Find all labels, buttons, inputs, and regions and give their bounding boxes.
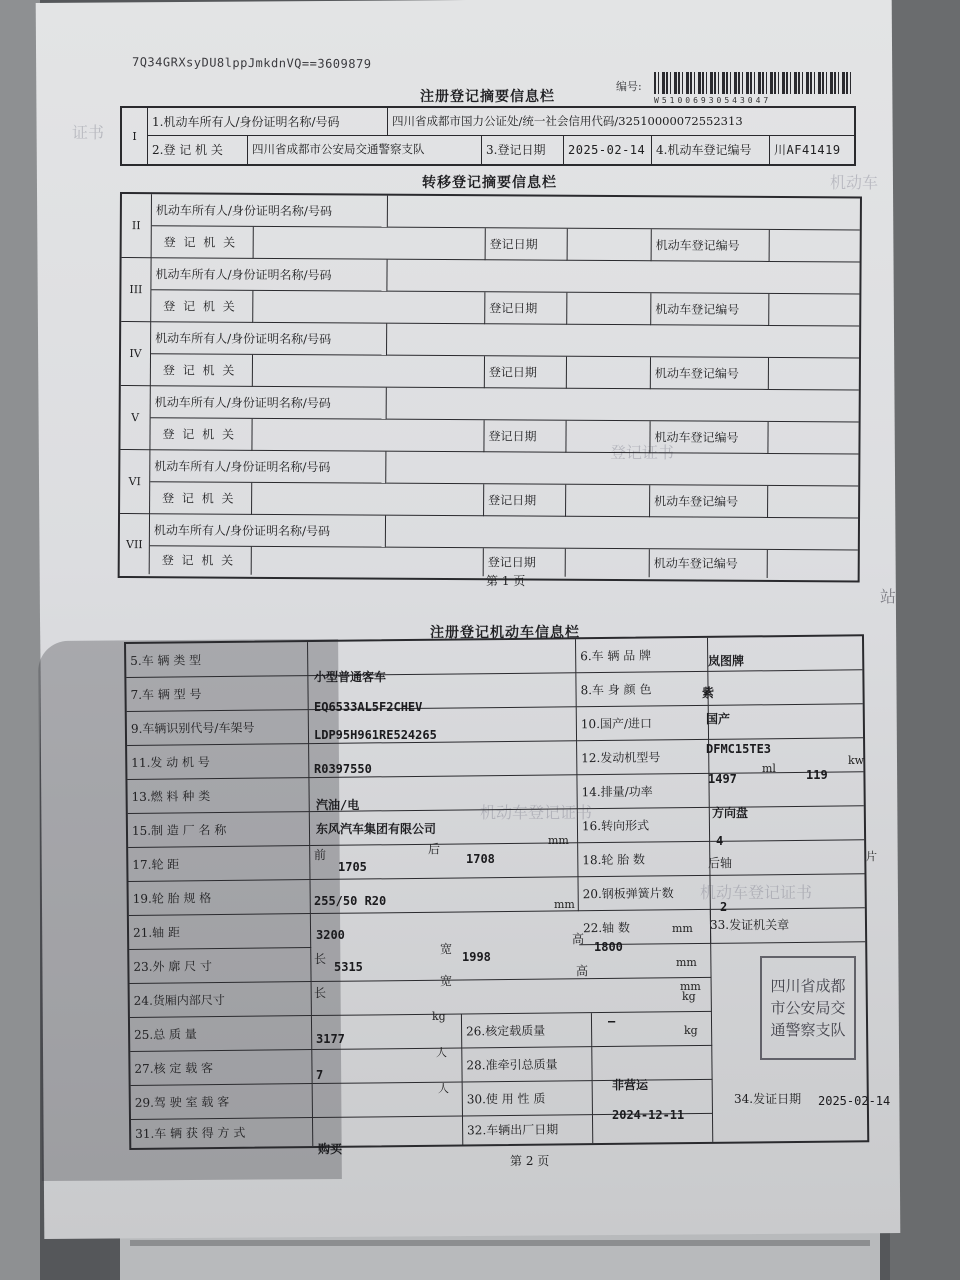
watermark: 机动车 <box>830 173 879 192</box>
f18-value: 4 <box>716 834 724 848</box>
vehicle-info-table <box>124 634 869 1150</box>
transfer-regno-value <box>768 486 858 519</box>
transfer-row-roman: V <box>120 386 150 450</box>
f17-unit: mm <box>548 834 569 847</box>
f24-unit: mm <box>680 980 701 993</box>
f32-label: 32.车辆出厂日期 <box>463 1115 593 1144</box>
f20-value-cell <box>710 874 864 910</box>
f15-value: 东风汽车集团有限公司 <box>316 822 437 836</box>
transfer-authority-value <box>254 227 486 260</box>
date-value: 2025-02-14 <box>564 136 652 164</box>
f23-high-label: 高 <box>572 932 585 946</box>
transfer-regno-value <box>768 550 858 579</box>
f27-label: 27.核 定 载 客 <box>130 1050 312 1086</box>
f26-label: 26.核定载质量 <box>462 1013 592 1048</box>
transfer-owner-label: 机动车所有人/身份证明名称/号码 <box>151 386 387 419</box>
owner-value: 四川省成都市国力公证处/统一社会信用代码/32510000072552313 <box>388 108 854 136</box>
f6-label: 6.车 辆 品 牌 <box>576 638 708 673</box>
f11-value: R0397550 <box>314 762 372 776</box>
f34-label: 34.发证日期 <box>734 1092 802 1106</box>
authority-label: 2.登 记 机 关 <box>148 136 248 164</box>
f19-label: 19.轮 胎 规 格 <box>129 880 311 916</box>
f19-value: 255/50 R20 <box>314 894 387 908</box>
barcode-number: W51006930543047 <box>654 96 772 105</box>
transfer-owner-value <box>388 196 860 231</box>
transfer-date-value <box>567 293 651 326</box>
section-title-registration: 注册登记摘要信息栏 <box>420 89 555 105</box>
f22-label: 22.轴 数 <box>579 910 711 945</box>
f7-value: EQ6533AL5F2CHEV <box>314 700 423 714</box>
f5-value: 小型普通客车 <box>314 670 387 684</box>
f14-kw-unit: kw <box>848 754 865 767</box>
f28-value-cell <box>592 1046 712 1081</box>
f7-label: 7.车 辆 型 号 <box>126 676 308 712</box>
seal-line: 通警察支队 <box>770 1021 846 1039</box>
transfer-authority-label: 登 记 机 关 <box>151 290 253 323</box>
f28-unit: kg <box>684 1024 698 1037</box>
barcode <box>654 72 854 94</box>
transfer-date-value <box>567 357 651 390</box>
f30-label: 30.使 用 性 质 <box>463 1081 593 1116</box>
f31-label: 31.车 辆 获 得 方 式 <box>131 1118 313 1148</box>
f12-value: DFMC15TE3 <box>706 742 772 756</box>
f11-label: 11.发 动 机 号 <box>127 744 309 780</box>
f23-label: 23.外 廓 尺 寸 <box>129 948 311 984</box>
f23-long-label: 长 <box>314 952 327 966</box>
f19-unit: mm <box>554 898 575 911</box>
background-left <box>0 0 40 1280</box>
f18-label: 18.轮 胎 数 <box>578 842 710 877</box>
section-title-transfer: 转移登记摘要信息栏 <box>422 175 557 191</box>
watermark: 登记证书 <box>610 443 675 462</box>
f14-ml-value: 1497 <box>708 772 737 786</box>
f24-value-cell <box>312 978 712 1016</box>
f28-label: 28.准牵引总质量 <box>462 1047 592 1082</box>
f26-unit: kg <box>682 990 696 1003</box>
f17-rear-value: 1708 <box>466 852 495 866</box>
f21-value: 3200 <box>316 928 345 942</box>
f14-ml-unit: ml <box>762 762 776 775</box>
watermark: 证书 <box>72 123 105 142</box>
f34-value: 2025-02-14 <box>818 1094 891 1108</box>
bianhao-label: 编号: <box>616 80 642 93</box>
watermark: 机动车登记证书 <box>480 803 593 822</box>
transfer-regno-label: 机动车登记编号 <box>651 293 769 326</box>
f17-label: 17.轮 距 <box>128 846 310 882</box>
seal-line: 市公安局交 <box>770 999 846 1017</box>
f24-long-label: 长 <box>314 986 327 1000</box>
page-number-2: 第 2 页 <box>510 1154 550 1168</box>
transfer-regno-label: 机动车登记编号 <box>650 549 768 578</box>
f23-long-value: 5315 <box>334 960 363 974</box>
seal-line: 四川省成都 <box>770 977 846 995</box>
f20-unit: 片 <box>866 850 877 863</box>
f8-value-cell <box>708 670 862 706</box>
transfer-date-label: 登记日期 <box>484 548 566 577</box>
f30-value: 非营运 <box>612 1078 649 1092</box>
f16-label: 16.转向形式 <box>578 808 710 843</box>
f20-label: 20.钢板弹簧片数 <box>578 876 710 911</box>
page-number-1: 第 1 页 <box>486 574 526 588</box>
f10-value-cell <box>709 704 863 740</box>
f17-front-label: 前 <box>314 848 327 862</box>
f10-label: 10.国产/进口 <box>577 706 709 741</box>
serial-number: 7Q34GRXsyDU8lppJmkdnVQ==3609879 <box>131 54 372 72</box>
regno-value: 川AF41419 <box>774 143 841 157</box>
transfer-owner-value <box>387 388 859 423</box>
transfer-authority-label: 登 记 机 关 <box>150 418 252 451</box>
f25-label: 25.总 质 量 <box>130 1016 312 1052</box>
transfer-owner-label: 机动车所有人/身份证明名称/号码 <box>151 258 387 291</box>
f5-label: 5.车 辆 类 型 <box>126 642 308 678</box>
f23-unit: mm <box>676 956 697 969</box>
f21-label: 21.轴 距 <box>129 914 311 950</box>
section-title-vehicle: 注册登记机动车信息栏 <box>430 625 580 641</box>
transfer-date-label: 登记日期 <box>485 356 567 389</box>
f29-unit: 人 <box>438 1082 449 1095</box>
f8-label: 8.车 身 颜 色 <box>576 672 708 707</box>
transfer-regno-value <box>769 358 859 391</box>
f17-rear-label: 后 <box>428 842 441 856</box>
transfer-owner-value <box>386 452 858 487</box>
transfer-regno-value <box>768 422 858 455</box>
f17-front-value: 1705 <box>338 860 367 874</box>
transfer-authority-value <box>252 547 484 576</box>
f25-value: 3177 <box>316 1032 345 1046</box>
transfer-date-label: 登记日期 <box>484 484 566 517</box>
registration-summary-table <box>120 106 856 166</box>
transfer-regno-label: 机动车登记编号 <box>651 357 769 390</box>
transfer-date-value <box>566 549 650 578</box>
row-roman: I <box>122 108 148 164</box>
f24-label: 24.货厢内部尺寸 <box>130 982 312 1018</box>
transfer-authority-value <box>252 483 484 516</box>
f14-label: 14.排量/功率 <box>577 774 709 809</box>
transfer-authority-label: 登 记 机 关 <box>150 546 252 575</box>
transfer-owner-value <box>387 324 859 359</box>
owner-label: 1.机动车所有人/身份证明名称/号码 <box>148 108 388 136</box>
transfer-authority-value <box>253 355 485 388</box>
f13-label: 13.燃 料 种 类 <box>127 778 309 814</box>
transfer-date-label: 登记日期 <box>485 292 567 325</box>
transfer-regno-label: 机动车登记编号 <box>652 229 770 262</box>
f22-value: 2 <box>720 900 728 914</box>
transfer-regno-label: 机动车登记编号 <box>650 421 768 454</box>
watermark: 站 <box>880 587 897 606</box>
transfer-date-value <box>566 421 650 454</box>
f9-value: LDP95H961RE524265 <box>314 728 437 742</box>
transfer-row-roman: VII <box>120 514 150 574</box>
transfer-authority-label: 登 记 机 关 <box>152 226 254 259</box>
transfer-date-label: 登记日期 <box>484 420 566 453</box>
date-label: 3.登记日期 <box>482 136 564 164</box>
f29-label: 29.驾 驶 室 载 客 <box>131 1084 313 1120</box>
transfer-date-value <box>566 485 650 518</box>
f27-value: 7 <box>316 1068 324 1082</box>
f27-unit: 人 <box>436 1046 447 1059</box>
f12-label: 12.发动机型号 <box>577 740 709 775</box>
f23-wide-label: 宽 <box>440 942 453 956</box>
f18-value-cell <box>710 840 864 876</box>
f14-kw-value: 119 <box>806 768 828 782</box>
f23-high-value: 1800 <box>594 940 623 954</box>
f13-value: 汽油/电 <box>316 798 360 812</box>
transfer-owner-label: 机动车所有人/身份证明名称/号码 <box>152 194 388 227</box>
f32-value: 2024-12-11 <box>612 1108 685 1122</box>
transfer-regno-label: 机动车登记编号 <box>650 485 768 518</box>
f16-value: 方向盘 <box>712 806 749 820</box>
watermark: 机动车登记证书 <box>700 883 813 902</box>
regno-label: 4.机动车登记编号 <box>652 136 770 164</box>
f33-label: 33.发证机关章 <box>710 918 790 932</box>
transfer-owner-label: 机动车所有人/身份证明名称/号码 <box>150 450 386 483</box>
f24-high-label: 高 <box>576 964 589 978</box>
transfer-owner-label: 机动车所有人/身份证明名称/号码 <box>150 514 386 547</box>
transfer-authority-label: 登 记 机 关 <box>151 354 253 387</box>
f20-prefix: 后轴 <box>708 856 733 870</box>
transfer-owner-label: 机动车所有人/身份证明名称/号码 <box>151 322 387 355</box>
police-seal <box>760 956 856 1060</box>
f23-value-cell <box>311 944 711 982</box>
f25-unit: kg <box>432 1010 446 1023</box>
f31-value: 购买 <box>318 1142 343 1156</box>
transfer-owner-value <box>387 260 859 295</box>
f8-value: 紫 <box>702 686 715 700</box>
transfer-authority-label: 登 记 机 关 <box>150 482 252 515</box>
transfer-date-value <box>568 229 652 262</box>
f9-label: 9.车辆识别代号/车架号 <box>127 710 309 746</box>
f6-value: 岚图牌 <box>708 654 745 668</box>
transfer-regno-value <box>770 230 860 263</box>
transfer-authority-value <box>253 291 485 324</box>
transfer-authority-value <box>252 419 484 452</box>
transfer-row-roman: VI <box>120 450 150 514</box>
transfer-row-roman: IV <box>121 322 151 386</box>
transfer-date-label: 登记日期 <box>486 228 568 261</box>
f23-wide-value: 1998 <box>462 950 491 964</box>
transfer-owner-value <box>386 516 858 551</box>
f26-value: — <box>608 1014 616 1028</box>
f24-wide-label: 宽 <box>440 974 453 988</box>
background-right <box>890 0 960 1280</box>
transfer-summary-table <box>118 192 862 583</box>
transfer-row-roman: III <box>121 258 151 322</box>
authority-value: 四川省成都市公安局交通警察支队 <box>248 136 482 164</box>
f21-unit: mm <box>672 922 693 935</box>
transfer-row-roman: II <box>122 194 152 258</box>
f15-label: 15.制 造 厂 名 称 <box>128 812 310 848</box>
transfer-regno-value <box>769 294 859 327</box>
f10-value: 国产 <box>706 712 731 726</box>
